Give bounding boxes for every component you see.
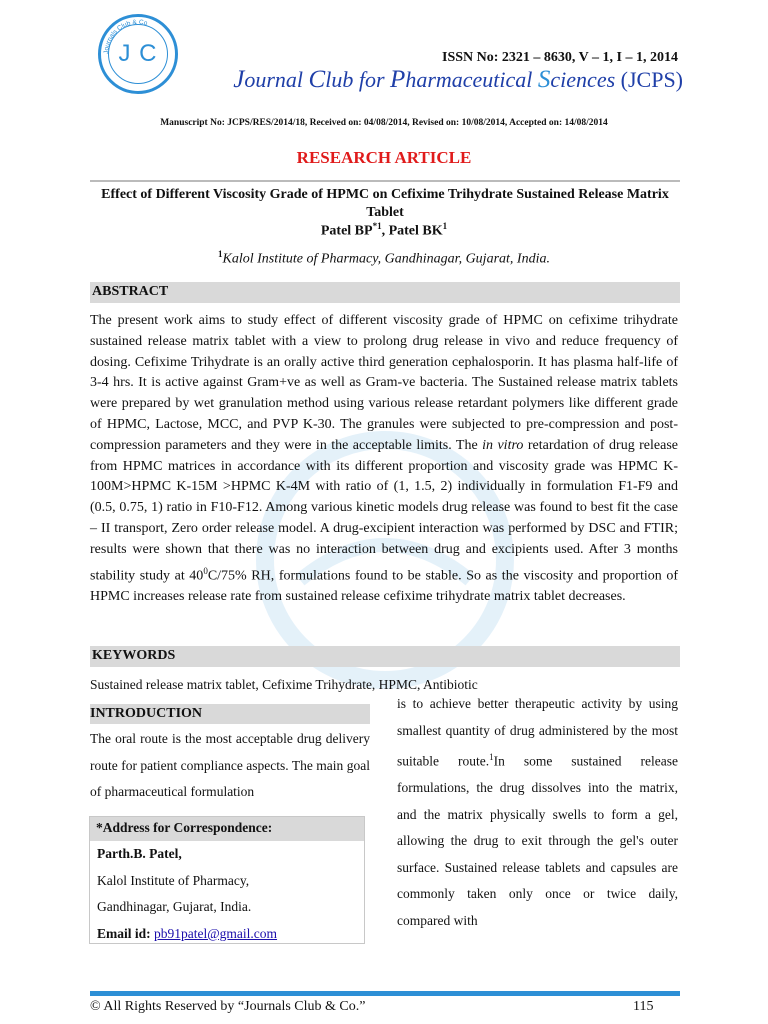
introduction-heading: INTRODUCTION	[90, 704, 370, 724]
affiliation: $^1$Kalol Institute of Pharmacy, Gandhinagar, Gujarat, India.	[218, 249, 550, 267]
article-title: Effect of Different Viscosity Grade of HPMC on Cefixime Trihydrate Sustained Release Matrix Tablet	[101, 187, 669, 220]
introduction-right-column: is to achieve better therapeutic activity by using smallest quantity of drug administered by the most suitable route.$^1$In some sustained release formulations, the drug dissolves into the matrix, and the matrix physically swells to form a gel, allowing the drug to exit through the gel's outer surface. Sustained release tablets and capsules are commonly taken only once or twice daily, compared with	[397, 696, 678, 928]
keywords-text: Sustained release matrix tablet, Cefixime Trihydrate, HPMC, Antibiotic	[90, 677, 478, 692]
manuscript-info: Manuscript No: JCPS/RES/2014/18, Received on: 04/08/2014, Revised on: 10/08/2014, Accepted on: 14/08/2014	[160, 118, 608, 128]
footer-bar	[90, 991, 680, 996]
introduction-left-column: The oral route is the most acceptable drug delivery route for patient compliance aspects. The main goal of pharmaceutical formulation	[90, 731, 370, 799]
page-number: 115	[633, 999, 654, 1014]
logo-ring-text: Journals Club & Co	[102, 18, 149, 55]
abstract-text: The present work aims to study effect of different viscosity grade of HPMC on cefixime trihydrate sustained release matrix tablet with a view to prolong drug release in vivo and reduce frequency of dosing. Cefixime Trihydrate is an orally active third generation cephalosporin. It has plasma half-life of 3-4 hrs. It is active against Gram+ve as well as Gram-ve bacteria. The Sustained release matrix tablets were prepared by wet granulation method using various release retardant polymers like different grade of HPMC, Lactose, MCC, and PVP K-30. The granules were subjected to pre-compression and post-compression parameters and they were in the acceptable limits. The in vitro retardation of drug release from HPMC matrices in accordance with its different proportion and viscosity grade was HPMC K-100M>HPMC K-15M >HPMC K-4M with ratio of (1, 1.5, 2) individually in formulation F1-F9 and (0.5, 0.75, 1) ratio in F10-F12. Among various kinetic models drug release was found to best fit the case – II transport, Zero order release model. A drug-excipient interaction was performed by DSC and FTIR; results were shown that there was no interaction between drug and excipients used. After 3 months stability study at $40^0C/75\%$ RH, formulations found to be stable. So as the viscosity and proportion of HPMC increases release rate from sustained release cefixime trihydrate matrix tablet decreases.	[90, 313, 678, 605]
correspondence-email-row	[90, 921, 364, 948]
journal-title: Journal Club for Pharmaceutical Sciences (JCPS)	[233, 66, 683, 93]
issn-line: ISSN No: 2321 – 8630, V – 1, I – 1, 2014	[442, 50, 678, 65]
author-list: Patel BP$^{*1}$, Patel $BK^1$	[320, 221, 448, 239]
correspondence-line2: Gandhinagar, Gujarat, India.	[97, 899, 252, 914]
logo-letters: J C	[108, 24, 168, 84]
keywords-heading: KEYWORDS	[90, 646, 680, 667]
correspondence-name: Parth.B. Patel,	[97, 846, 182, 861]
article-type: RESEARCH ARTICLE	[296, 148, 472, 167]
email-link[interactable]: pb91patel@gmail.com	[154, 925, 278, 941]
footer-copyright: © All Rights Reserved by “Journals Club & Co.”	[90, 999, 366, 1014]
correspondence-box	[89, 816, 365, 944]
header-divider	[90, 180, 680, 182]
correspondence-line1: Kalol Institute of Pharmacy,	[97, 872, 250, 888]
email-label: Email id:	[97, 925, 155, 941]
journal-logo	[98, 14, 178, 94]
correspondence-heading: *Address for Correspondence:	[90, 817, 364, 841]
abstract-heading: ABSTRACT	[90, 282, 680, 303]
